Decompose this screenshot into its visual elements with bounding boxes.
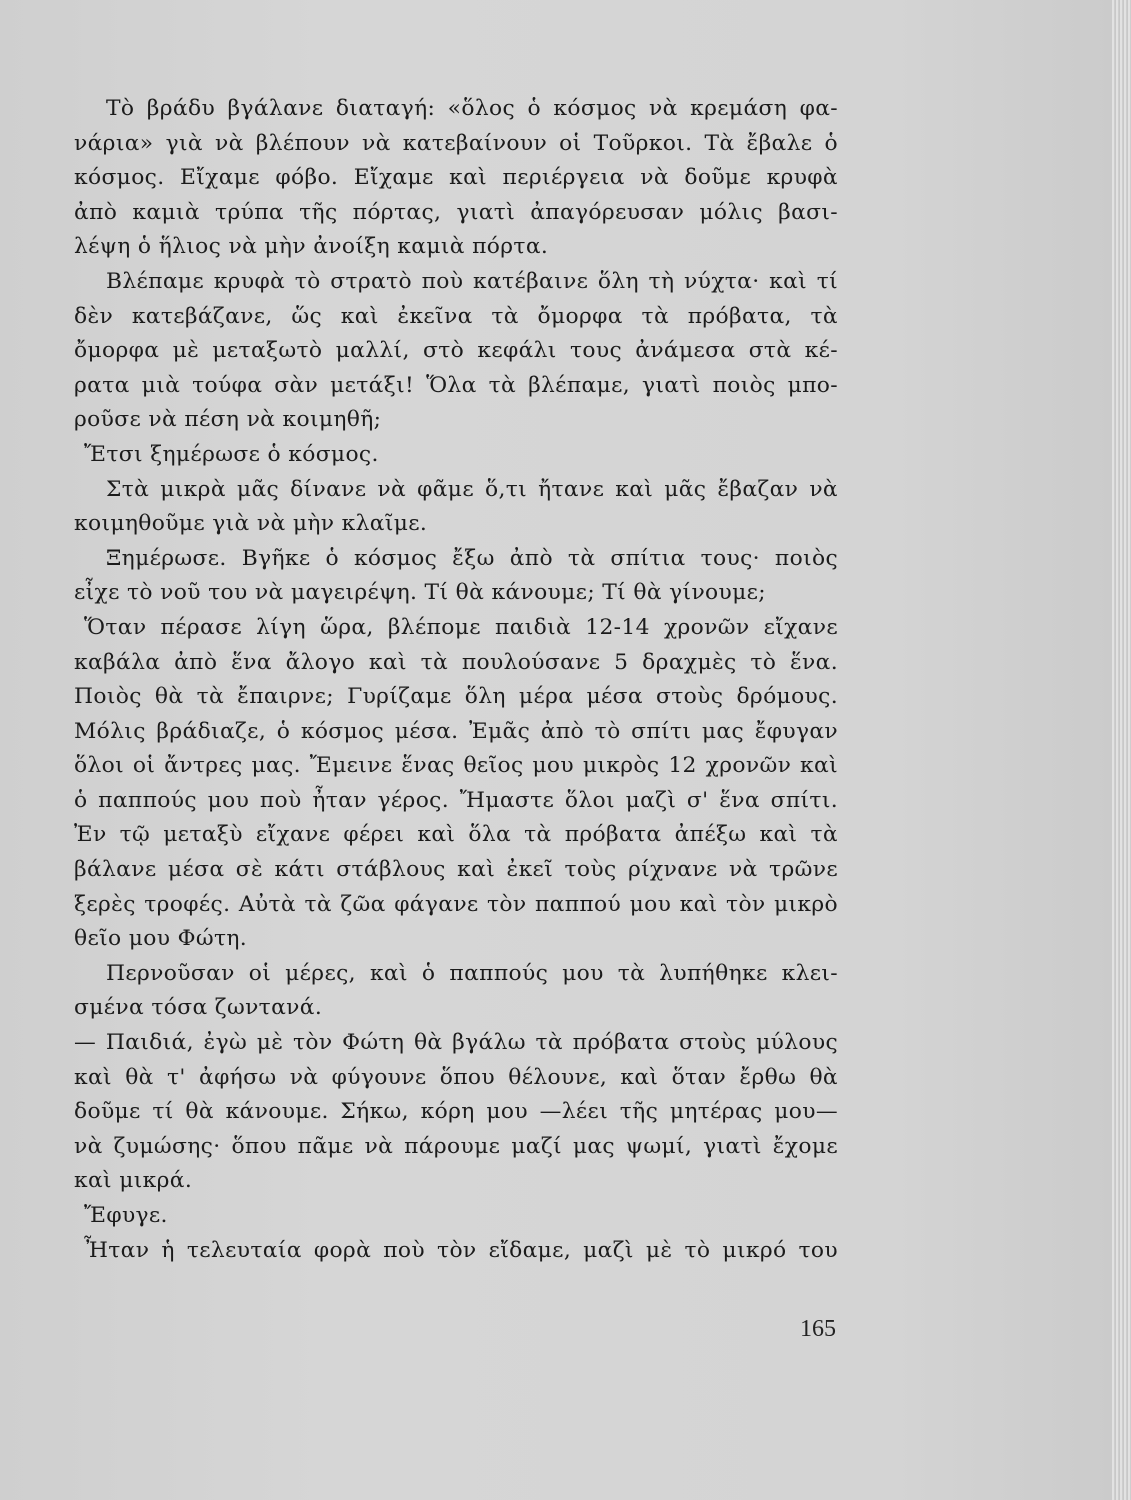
text-line: καβάλα ἀπὸ ἕνα ἄλογο καὶ τὰ πουλούσανε 5 δραχμὲς τὸ ἕνα. (74, 649, 838, 675)
text-line: ρατα μιὰ τούφα σὰν μετάξι! Ὅλα τὰ βλέπαμε, γιατὶ ποιὸς μπο- (74, 372, 838, 398)
text-line: Ὅταν πέρασε λίγη ὥρα, βλέπομε παιδιὰ 12-14 χρονῶν εἴχανε (84, 614, 838, 640)
text-line: Στὰ μικρὰ μᾶς δίνανε νὰ φᾶμε ὅ,τι ἤτανε καὶ μᾶς ἔβαζαν νὰ (106, 476, 838, 502)
text-line: νάρια» γιὰ νὰ βλέπουν νὰ κατεβαίνουν οἱ Τοῦρκοι. Τὰ ἔβαλε ὁ (74, 130, 838, 156)
page-number: 165 (800, 1316, 836, 1342)
text-line: καὶ θὰ τ' ἀφήσω νὰ φύγουνε ὅπου θέλουνε, καὶ ὅταν ἔρθω θὰ (74, 1064, 838, 1090)
text-line: καὶ μικρά. (74, 1168, 193, 1194)
text-line: Ἔτσι ξημέρωσε ὁ κόσμος. (84, 441, 379, 467)
text-line: Μόλις βράδιαζε, ὁ κόσμος μέσα. Ἐμᾶς ἀπὸ τὸ σπίτι μας ἔφυγαν (74, 718, 838, 744)
text-line: ὅλοι οἱ ἄντρες μας. Ἔμεινε ἕνας θεῖος μου μικρὸς 12 χρονῶν καὶ (74, 753, 838, 779)
body-text (74, 92, 838, 1268)
text-line: Ποιὸς θὰ τὰ ἔπαιρνε; Γυρίζαμε ὅλη μέρα μέσα στοὺς δρόμους. (74, 684, 838, 710)
text-line: ὄμορφα μὲ μεταξωτὸ μαλλί, στὸ κεφάλι τους ἀνάμεσα στὰ κέ- (74, 338, 838, 364)
text-line: εἶχε τὸ νοῦ του νὰ μαγειρέψη. Τί θὰ κάνουμε; Τί θὰ γίνουμε; (74, 580, 766, 606)
text-line: κοιμηθοῦμε γιὰ νὰ μὴν κλαῖμε. (74, 511, 428, 537)
text-line: ξερὲς τροφές. Αὐτὰ τὰ ζῶα φάγανε τὸν παππού μου καὶ τὸν μικρὸ (74, 891, 838, 917)
text-line: Ξημέρωσε. Βγῆκε ὁ κόσμος ἔξω ἀπὸ τὰ σπίτια τους· ποιὸς (106, 545, 838, 571)
text-line: βάλανε μέσα σὲ κάτι στάβλους καὶ ἐκεῖ τοὺς ρίχνανε νὰ τρῶνε (74, 857, 838, 883)
text-line: θεῖο μου Φώτη. (74, 926, 248, 952)
text-line: σμένα τόσα ζωντανά. (74, 995, 323, 1021)
text-line: — Παιδιά, ἐγὼ μὲ τὸν Φώτη θὰ βγάλω τὰ πρόβατα στοὺς μύλους (74, 1030, 838, 1056)
text-line: Περνοῦσαν οἱ μέρες, καὶ ὁ παππούς μου τὰ λυπήθηκε κλει- (106, 960, 838, 986)
text-line: δοῦμε τί θὰ κάνουμε. Σήκω, κόρη μου —λέει τῆς μητέρας μου— (74, 1099, 838, 1125)
text-line: ὁ παππούς μου ποὺ ἦταν γέρος. Ἤμαστε ὅλοι μαζὶ σ' ἕνα σπίτι. (74, 787, 838, 813)
text-line: Ἐν τῷ μεταξὺ εἴχανε φέρει καὶ ὅλα τὰ πρόβατα ἀπέξω καὶ τὰ (74, 822, 838, 848)
text-line: νὰ ζυμώσης· ὅπου πᾶμε νὰ πάρουμε μαζί μας ψωμί, γιατὶ ἔχομε (74, 1133, 838, 1159)
text-line: Ἔφυγε. (84, 1203, 168, 1228)
text-line: ροῦσε νὰ πέση νὰ κοιμηθῆ; (74, 407, 382, 433)
text-line: κόσμος. Εἴχαμε φόβο. Εἴχαμε καὶ περιέργεια νὰ δοῦμε κρυφὰ (74, 165, 838, 191)
text-line: Τὸ βράδυ βγάλανε διαταγή: «ὅλος ὁ κόσμος νὰ κρεμάση φα- (106, 96, 838, 121)
text-line: δὲν κατεβάζανε, ὥς καὶ ἐκεῖνα τὰ ὄμορφα τὰ πρόβατα, τὰ (74, 303, 838, 329)
text-line: λέψη ὁ ἥλιος νὰ μὴν ἀνοίξη καμιὰ πόρτα. (74, 234, 549, 260)
text-line: Ἦταν ἡ τελευταία φορὰ ποὺ τὸν εἴδαμε, μαζὶ μὲ τὸ μικρό του (84, 1237, 838, 1263)
page-edge (1112, 0, 1131, 1500)
text-line: Βλέπαμε κρυφὰ τὸ στρατὸ ποὺ κατέβαινε ὅλη τὴ νύχτα· καὶ τί (106, 268, 838, 294)
text-line: ἀπὸ καμιὰ τρύπα τῆς πόρτας, γιατὶ ἀπαγόρευσαν μόλις βασι- (74, 199, 838, 225)
